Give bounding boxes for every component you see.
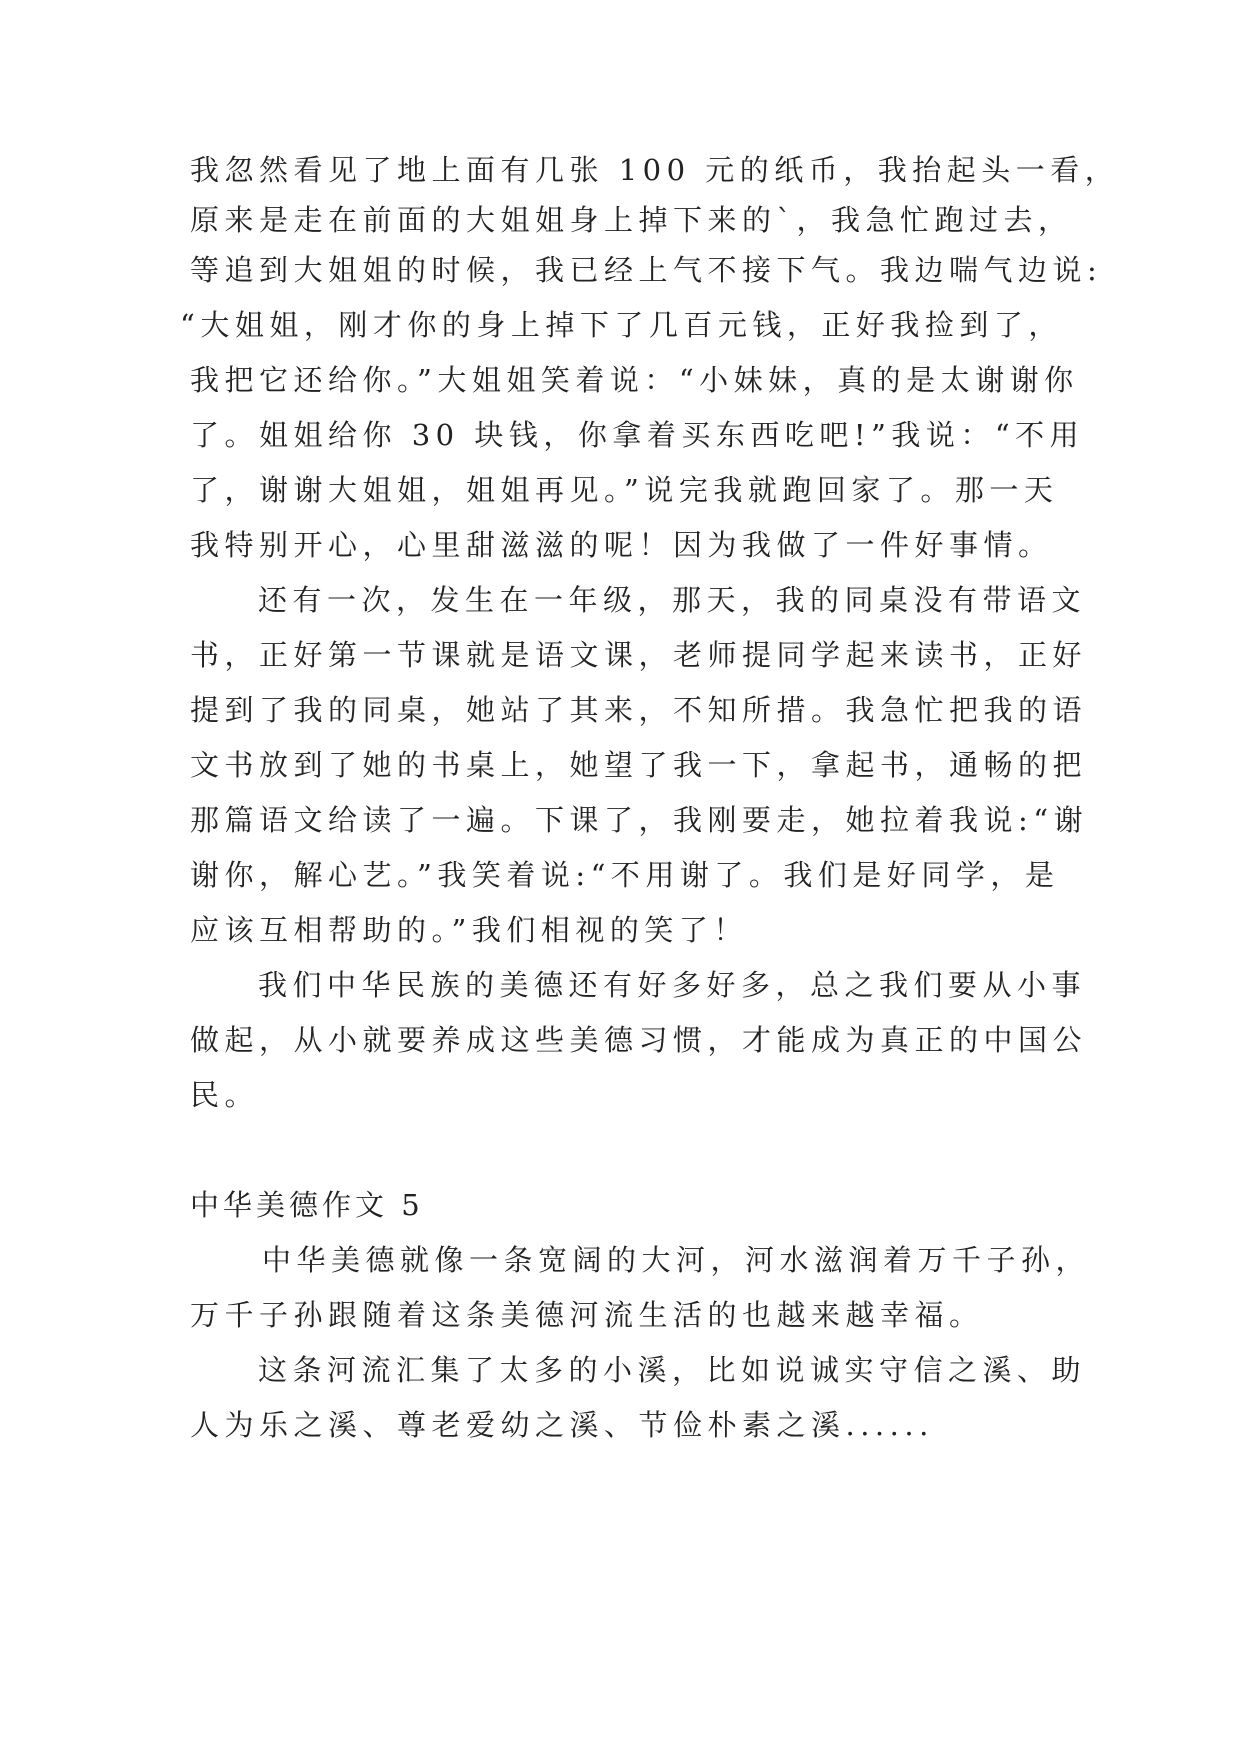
text-line: 我特别开心，心里甜滋滋的呢！因为我做了一件好事情。 bbox=[190, 528, 1053, 562]
text-line: 万千子孙跟随着这条美德河流生活的也越来越幸福。 bbox=[190, 1298, 984, 1332]
section-heading: 中华美德作文 5 bbox=[190, 1188, 424, 1222]
text-line: 这条河流汇集了太多的小溪，比如说诚实守信之溪、助 bbox=[258, 1353, 1087, 1387]
text-line: 等追到大姐姐的时候，我已经上气不接下气。我边喘气边说: bbox=[190, 253, 1103, 287]
text-line: 了，谢谢大姐姐，姐姐再见。”说完我就跑回家了。那一天 bbox=[190, 473, 1059, 507]
text-line: 我把它还给你。”大姐姐笑着说：“小妹妹，真的是太谢谢你 bbox=[190, 363, 1079, 397]
text-line: 原来是走在前面的大姐姐身上掉下来的`，我急忙跑过去， bbox=[190, 203, 1073, 237]
text-line: 那篇语文给读了一遍。下课了，我刚要走，她拉着我说:“谢 bbox=[190, 803, 1089, 837]
text-line: 文书放到了她的书桌上，她望了我一下，拿起书，通畅的把 bbox=[190, 748, 1088, 782]
text-line: 我忽然看见了地上面有几张 100 元的纸币，我抬起头一看， bbox=[190, 153, 1120, 187]
text-line: 做起，从小就要养成这些美德习惯，才能成为真正的中国公 bbox=[190, 1023, 1088, 1057]
text-line: 人为乐之溪、尊老爱幼之溪、节俭朴素之溪...... bbox=[190, 1408, 934, 1442]
text-line: 民。 bbox=[190, 1078, 260, 1112]
text-line: 提到了我的同桌，她站了其来，不知所措。我急忙把我的语 bbox=[190, 693, 1088, 727]
text-line: 应该互相帮助的。”我们相视的笑了！ bbox=[190, 913, 748, 947]
text-line: “大姐姐，刚才你的身上掉下了几百元钱，正好我捡到了， bbox=[180, 308, 1063, 342]
text-line: 我们中华民族的美德还有好多好多，总之我们要从小事 bbox=[258, 968, 1087, 1002]
text-line: 还有一次，发生在一年级，那天，我的同桌没有带语文 bbox=[258, 583, 1087, 617]
text-line: 书，正好第一节课就是语文课，老师提同学起来读书，正好 bbox=[190, 638, 1088, 672]
text-line: 谢你，解心艺。”我笑着说:“不用谢了。我们是好同学，是 bbox=[190, 858, 1060, 892]
text-line: 了。姐姐给你 30 块钱，你拿着买东西吃吧!”我说：“不用 bbox=[190, 418, 1085, 452]
text-line: 中华美德就像一条宽阔的大河，河水滋润着万千子孙， bbox=[262, 1243, 1091, 1277]
